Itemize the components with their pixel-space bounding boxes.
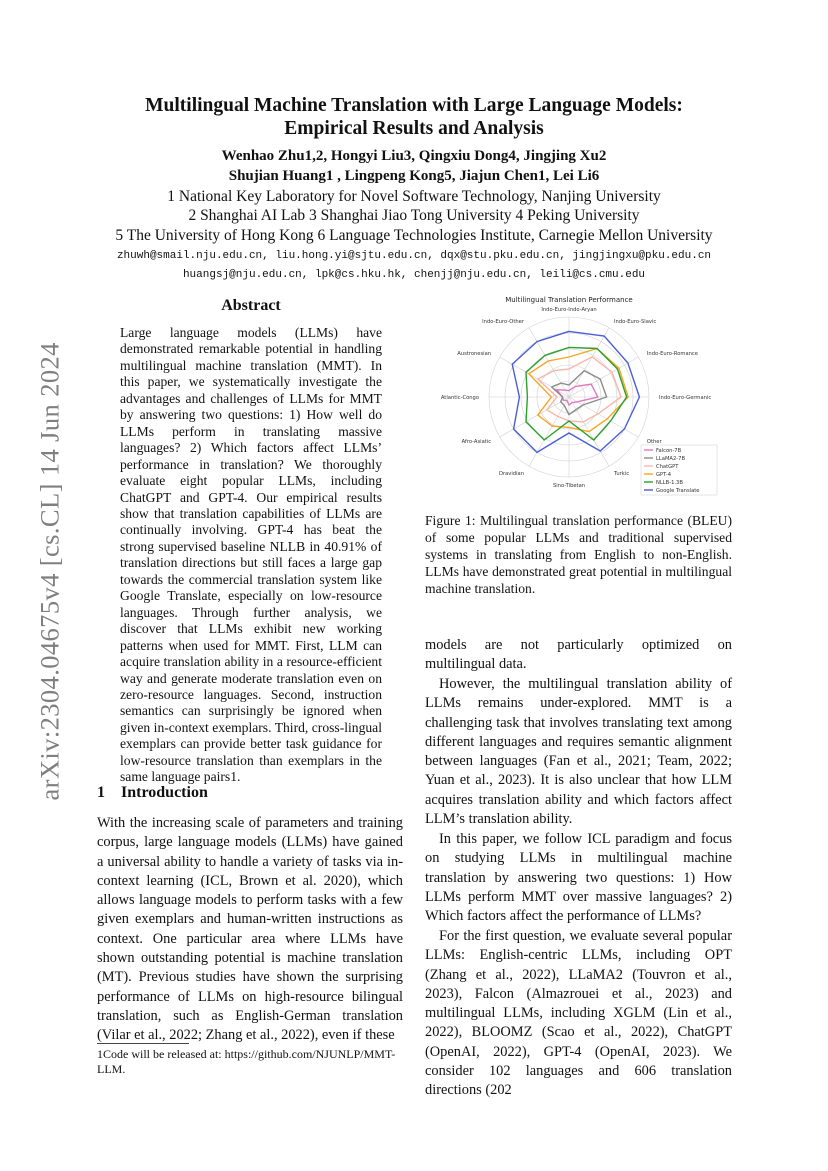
axis-label-10: Austronesian [457,351,492,357]
title-line-1: Multilingual Machine Translation with Large Language Models: [145,95,683,116]
figure-caption: Figure 1: Multilingual translation performance (BLEU) of some popular LLMs and traditional supervised systems in translating from English to non-English. LLMs have demonstrated great potential in multilingual machine translation. [425,513,732,596]
axis-label-1: Indo-Euro-Slavic [614,318,657,325]
introduction-paragraph: With the increasing scale of parameters and training corpus, large language models (LLMs) have gained a universal ability to handle a variety of tasks via in-context learning (ICL, Brown et al. 2020), which allows language models to perform tasks with a few given exemplars and human-written instructions as context. One particular area where LLMs have shown outstanding potential is machine translation (MT). Previous studies have shown the surprising performance of LLMs on high-resource bilingual translation, such as English-German translation (Vilar et al., 2022; Zhang et al., 2022), even if these [97,815,403,1044]
legend-label-3: GPT-4 [656,472,672,478]
footnote-rule [97,1043,189,1044]
axis-label-9: Atlantic-Congo [440,395,479,401]
col2-paragraph-3: For the first question, we evaluate several popular LLMs: English-centric LLMs, including OPT (Zhang et al., 2022), LLaMA2 (Touvron et al., 2023), Falcon (Almazrouei et al., 2023) and multilingual LLMs, including XGLM (Lin et al., 2022), BLOOMZ (Scao et al., 2022), ChatGPT (OpenAI, 2022), GPT-4 (OpenAI, 2023). We consider 102 languages and 606 translation directions (202 [425,928,732,1099]
axis-label-11: Indo-Euro-Other [482,318,524,325]
title-line-2: Empirical Results and Analysis [284,118,544,139]
grid-spoke-10 [500,357,569,397]
col2-paragraph-1: However, the multilingual translation ability of LLMs remains under-explored. MMT is a challenging task that involves translating text among different languages and requires semantic alignment between languages (Fan et al., 2021; Team, 2022; Yuan et al., 2023). It is also unclear that how LLM acquires translation ability and which factors affect LLM’s translation ability. [425,676,732,828]
col2-paragraph-2: In this paper, we follow ICL paradigm and focus on studying LLMs in multilingual machine translation by answering two questions: 1) How LLMs perform MMT over massive languages? 2) Which factors affect the performance of LLMs? [425,831,732,925]
legend-label-1: LLaMA2-7B [656,456,686,462]
affiliation-2: 2 Shanghai AI Lab 3 Shanghai Jiao Tong University 4 Peking University [188,207,640,224]
affiliation-1: 1 National Key Laboratory for Novel Software Technology, Nanjing University [167,188,661,205]
legend-label-0: Falcon-7B [656,448,682,454]
col2-paragraph-0: models are not particularly optimized on multilingual data. [425,637,732,673]
authors-line-2: Shujian Huang1 , Lingpeng Kong5, Jiajun Chen1, Lei Li6 [228,168,600,184]
footnote: 1Code will be released at: https://github.com/NJUNLP/MMT-LLM. [97,1047,396,1076]
radar-grid [489,317,649,477]
abstract-heading: Abstract [221,297,281,314]
introduction-heading: 1 Introduction [97,784,208,801]
authors-line-1: Wenhao Zhu1,2, Hongyi Liu3, Qingxiu Dong4, Jingjing Xu2 [221,148,607,164]
series-line-3 [529,349,628,432]
legend-label-5: Google Translate [656,488,700,494]
axis-label-5: Turkic [614,471,630,478]
axis-label-8: Afro-Asiatic [461,439,492,445]
legend-label-2: ChatGPT [656,464,679,470]
axis-label-2: Indo-Euro-Romance [646,351,698,357]
grid-spoke-4 [569,397,638,437]
arxiv-identifier: arXiv:2304.04675v4 [cs.CL] 14 Jun 2024 [34,342,65,801]
axis-label-4: Other [646,439,662,445]
axis-label-3: Indo-Euro-Germanic [659,395,712,401]
axis-label-6: Sino-Tibetan [552,483,586,489]
emails-line-2: huangsj@nju.edu.cn, lpk@cs.hku.hk, chenjj@nju.edu.cn, leili@cs.cmu.edu [182,269,646,281]
emails-line-1: zhuwh@smail.nju.edu.cn, liu.hong.yi@sjtu.edu.cn, dqx@stu.pku.edu.cn, jingjingxu@pku.edu.cn [116,250,712,262]
abstract-body: Large language models (LLMs) have demonstrated remarkable potential in handling multilingual machine translation (MMT). In this paper, we systematically investigate the advantages and challenges of LLMs for MMT by answering two questions: 1) How well do LLMs perform in translating massive languages? 2) Which factors affect LLMs’ performance in translation? We thoroughly evaluate eight popular LLMs, including ChatGPT and GPT-4. Our empirical results show that translation capabilities of LLMs are continually involving. GPT-4 has beat the strong supervised baseline NLLB in 40.91% of translation directions but still faces a large gap towards the commercial translation system like Google Translate, especially on low-resource languages. Through further analysis, we discover that LLMs exhibit new working patterns when used for MMT. First, LLM can acquire translation ability in a resource-efficient way and generate moderate translation even on zero-resource languages. Second, instruction semantics can surprisingly be ignored when given in-context exemplars. Third, cross-lingual exemplars can provide better task guidance for low-resource translation than exemplars in the same language pairs1. [120,325,382,785]
paper-title [60,94,768,140]
chart-title: Multilingual Translation Performance [505,296,633,304]
axis-label-7: Dravidian [498,471,524,478]
legend-label-4: NLLB-1.3B [656,480,683,486]
axis-label-0: Indo-Euro-Indo-Aryan [541,307,597,313]
chart-legend [641,445,717,495]
radar-chart [436,290,736,500]
affiliation-3: 5 The University of Hong Kong 6 Language Technologies Institute, Carnegie Mellon University [115,227,713,244]
series-line-1 [552,371,607,415]
